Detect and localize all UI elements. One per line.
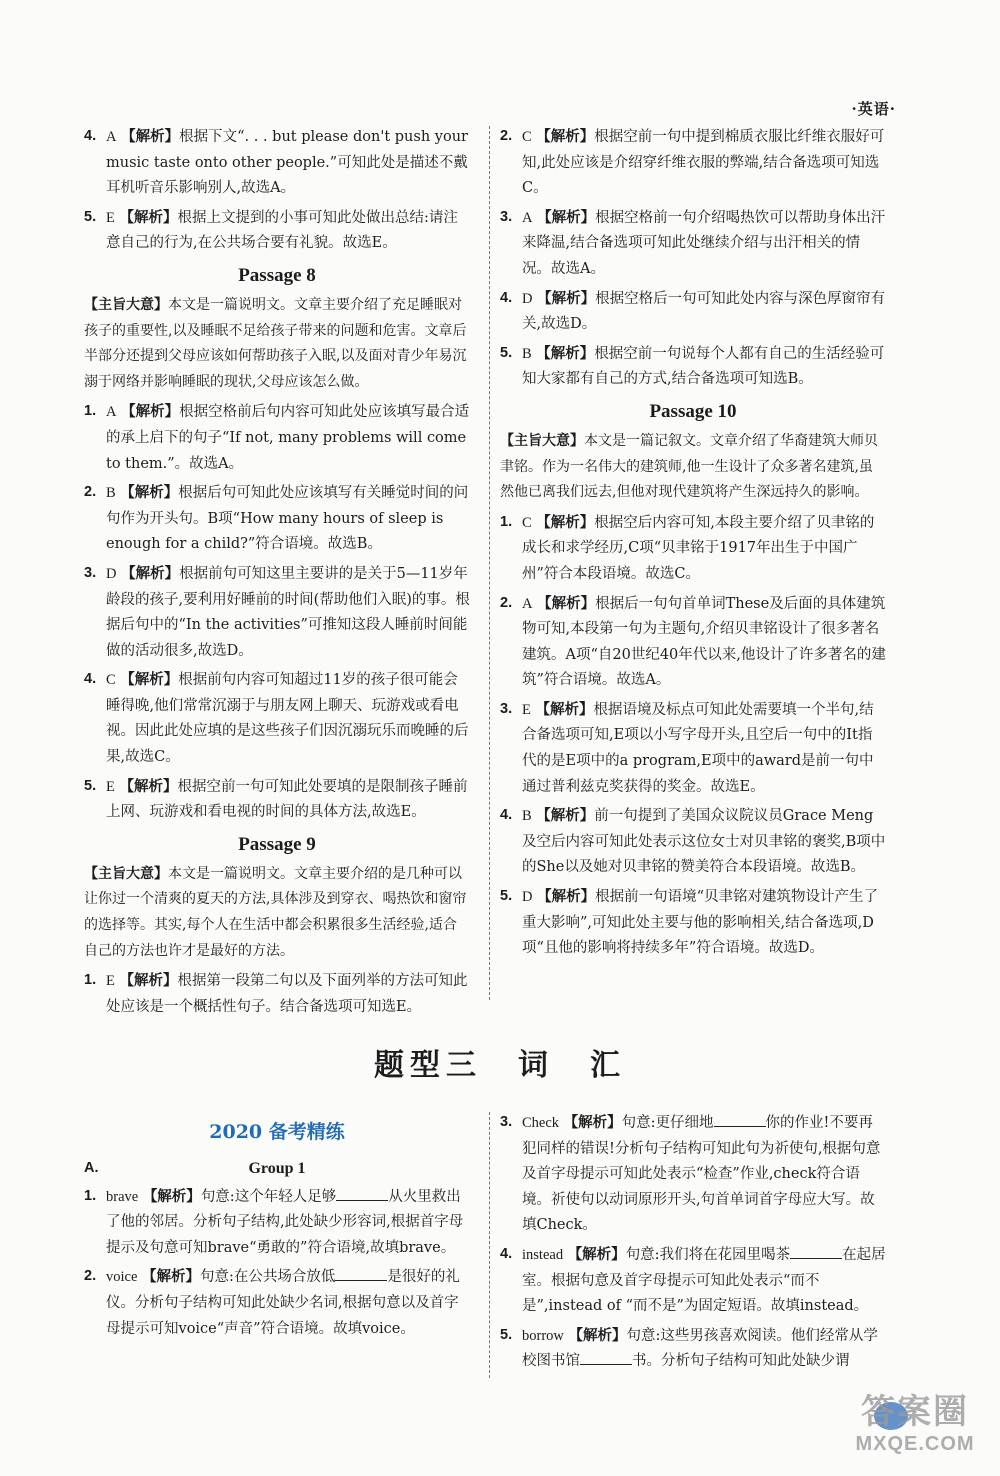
analysis-tag: 【解析】 bbox=[537, 208, 596, 226]
answer-item bbox=[84, 1264, 470, 1342]
practice-title: 2020 备考精练 bbox=[209, 1121, 345, 1143]
analysis-tag: 【解析】 bbox=[536, 807, 595, 825]
analysis-tag: 【解析】 bbox=[537, 888, 596, 906]
fill-blank bbox=[714, 1112, 766, 1127]
item-number: 3. bbox=[84, 564, 97, 581]
fill-blank bbox=[580, 1350, 632, 1365]
sentence-after-blank: 你的作业!不要再犯同样的错误!分析句子结构可知此句为祈使句,根据句意及首字母提示可知此处表示“检查”作业,check符合语境。祈使句以动词原形开头,句首单词首字母应大写。故填Check。 bbox=[522, 1115, 881, 1234]
item-answer: A bbox=[106, 404, 117, 421]
item-number: 3. bbox=[500, 700, 513, 717]
item-answer: D bbox=[106, 565, 117, 582]
passage-10-summary: 【主旨大意】本文是一篇记叙文。文章介绍了华裔建筑大师贝聿铭。作为一名伟大的建筑师,他一生设计了众多著名建筑,虽然他已离我们远去,但他对现代建筑将产生深远持久的影响。 bbox=[500, 432, 878, 501]
analysis-tag: 【解析】 bbox=[121, 128, 180, 145]
answer-item bbox=[500, 1110, 886, 1239]
answer-item bbox=[84, 480, 470, 558]
item-answer: C bbox=[522, 129, 532, 145]
sentence-after-blank: 书。分析句子结构可知此处缺少谓 bbox=[632, 1353, 850, 1370]
sentence-before-blank: 句意:这个年轻人足够 bbox=[200, 1188, 337, 1205]
passage-8-title: Passage 8 bbox=[238, 264, 316, 286]
group-label: Group 1 bbox=[248, 1159, 306, 1177]
answer-item bbox=[500, 341, 886, 393]
item-answer: E bbox=[522, 701, 531, 718]
fill-blank bbox=[336, 1186, 388, 1201]
analysis-tag: 【解析】 bbox=[142, 1187, 201, 1205]
item-answer: A bbox=[106, 129, 117, 145]
analysis-tag: 【解析】 bbox=[537, 289, 596, 307]
item-answer: voice bbox=[106, 1269, 138, 1286]
item-answer: C bbox=[522, 514, 532, 531]
item-answer: C bbox=[106, 672, 116, 689]
item-answer: A bbox=[522, 595, 533, 612]
analysis-tag: 【解析】 bbox=[536, 128, 595, 145]
item-number: 3. bbox=[500, 1114, 513, 1130]
answer-item bbox=[84, 124, 470, 202]
analysis-tag: 【解析】 bbox=[535, 700, 594, 718]
item-number: 5. bbox=[500, 344, 513, 361]
left-column-bottom bbox=[84, 1114, 470, 1345]
item-explanation: 前一句提到了美国众议院议员Grace Meng及空后内容可知此处表示这位女士对贝聿铭的褒奖,B项中的She以及她对贝聿铭的赞美符合本段语境。故选B。 bbox=[522, 808, 886, 876]
analysis-tag: 【解析】 bbox=[536, 344, 595, 362]
analysis-tag: 【解析】 bbox=[537, 594, 596, 612]
item-explanation: 根据空后内容可知,本段主要介绍了贝聿铭的成长和求学经历,C项“贝聿铭于1917年出生于中国广州”符合本段语境。故选C。 bbox=[522, 514, 875, 582]
sentence-after-blank: 在起居室。根据句意及首字母提示可知此处表示“而不是”,instead of “而不是”为固定短语。故填instead。 bbox=[522, 1246, 886, 1315]
left-column-top bbox=[84, 124, 470, 1023]
analysis-tag: 【解析】 bbox=[121, 564, 180, 582]
item-number: 4. bbox=[84, 128, 97, 144]
item-explanation: 根据空格前一句介绍喝热饮可以帮助身体出汗来降温,结合备选项可知此处继续介绍与出汗相关的情况。故选A。 bbox=[522, 209, 886, 277]
analysis-tag: 【解析】 bbox=[142, 1268, 201, 1286]
answer-item bbox=[84, 205, 470, 257]
right-column-top bbox=[500, 124, 886, 965]
analysis-tag: 【解析】 bbox=[119, 972, 178, 990]
answer-item bbox=[500, 510, 886, 588]
item-explanation: 根据第一段第二句以及下面列举的方法可知此处应该是一个概括性句子。结合备选项可知选E。 bbox=[106, 973, 468, 1015]
item-answer: D bbox=[522, 290, 533, 307]
item-number: 3. bbox=[500, 208, 513, 225]
answer-item bbox=[500, 205, 886, 283]
answer-item bbox=[500, 697, 886, 800]
item-answer: B bbox=[106, 485, 116, 502]
sentence-before-blank: 句意:这些男孩喜欢阅读。他们经常从学校图书馆 bbox=[522, 1327, 878, 1370]
analysis-tag: 【解析】 bbox=[120, 484, 179, 502]
item-explanation: 根据空前一句可知此处要填的是限制孩子睡前上网、玩游戏和看电视的时间的具体方法,故选E。 bbox=[106, 778, 468, 821]
item-answer: borrow bbox=[522, 1327, 564, 1344]
item-number: 5. bbox=[500, 888, 513, 905]
item-explanation: 根据上文提到的小事可知此处做出总结:请注意自己的行为,在公共场合要有礼貌。故选E。 bbox=[106, 209, 458, 252]
analysis-tag: 【解析】 bbox=[536, 513, 595, 531]
item-explanation: 根据空格前后句内容可知此处应该填写最合适的承上启下的句子“If not, many problems will come to them.”。故选A。 bbox=[106, 404, 470, 472]
passage-9-title: Passage 9 bbox=[238, 833, 316, 855]
section-title: 题型三 词 汇 bbox=[374, 1048, 626, 1083]
sentence-after-blank: 从火里救出了他的邻居。分析句子结构,此处缺少形容词,根据首字母提示及句意可知brave“勇敢的”符合语境,故填brave。 bbox=[106, 1188, 464, 1256]
item-number: 1. bbox=[84, 1187, 97, 1204]
item-number: 5. bbox=[84, 777, 97, 794]
item-number: 4. bbox=[500, 289, 513, 306]
answer-item bbox=[84, 774, 470, 826]
part-label: A. bbox=[84, 1159, 99, 1176]
item-number: 2. bbox=[84, 484, 97, 501]
subject-header: ·英语· bbox=[851, 100, 896, 118]
answer-item bbox=[84, 1184, 470, 1262]
item-explanation: 根据语境及标点可知此处需要填一个半句,结合备选项可知,E项以小写字母开头,且空后一句中的It指代的是E项中的a program,E项中的award是前一句中通过普利兹克奖获得的奖金。故选E。 bbox=[522, 701, 874, 795]
answer-item bbox=[84, 561, 470, 664]
item-number: 4. bbox=[500, 807, 513, 824]
answer-item bbox=[500, 124, 886, 202]
passage-10-title: Passage 10 bbox=[649, 400, 737, 422]
analysis-tag: 【解析】 bbox=[568, 1326, 627, 1344]
answer-item bbox=[84, 667, 470, 770]
item-number: 4. bbox=[500, 1245, 513, 1262]
item-number: 4. bbox=[84, 671, 97, 688]
item-explanation: 根据后一句句首单词These及后面的具体建筑物可知,本段第一句为主题句,介绍贝聿铭设计了很多著名建筑。A项“自20世纪40年代以来,他设计了许多著名的建筑”符合语境。故选A。 bbox=[522, 595, 886, 689]
item-number: 5. bbox=[500, 1326, 513, 1343]
answer-item bbox=[500, 884, 886, 962]
analysis-tag: 【解析】 bbox=[119, 208, 178, 226]
item-explanation: 根据前句内容可知超过11岁的孩子很可能会睡得晚,他们常常沉溺于与朋友网上聊天、玩游戏或看电视。因此此处应填的是这些孩子们因沉溺玩乐而晚睡的后果,故选C。 bbox=[106, 672, 469, 766]
answer-item bbox=[84, 399, 470, 477]
item-explanation: 根据空前一句中提到棉质衣服比纤维衣服好可知,此处应该是介绍穿纤维衣服的弊端,结合备选项可知选C。 bbox=[522, 129, 885, 197]
column-divider-bottom bbox=[489, 1112, 490, 1378]
item-number: 2. bbox=[500, 128, 513, 144]
item-explanation: 根据空格后一句可知此处内容与深色厚窗帘有关,故选D。 bbox=[522, 290, 886, 333]
item-number: 1. bbox=[84, 972, 97, 989]
item-number: 2. bbox=[84, 1268, 97, 1285]
answer-item bbox=[500, 803, 886, 881]
item-answer: Check bbox=[522, 1115, 560, 1131]
item-answer: A bbox=[522, 209, 533, 226]
watermark-logo: 答案圈 MXQE.COM bbox=[855, 1393, 975, 1455]
item-explanation: 根据前句可知这里主要讲的是关于5—11岁年龄段的孩子,要利用好睡前的时间(帮助他们入眠)的事。根据后句中的“In the activities”可推知这段人睡前时间能做的活动很多,故选D。 bbox=[106, 565, 470, 659]
item-answer: instead bbox=[522, 1246, 564, 1263]
sentence-after-blank: 是很好的礼仪。分析句子结构可知此处缺少名词,根据句意以及首字母提示可知voice“声音”符合语境。故填voice。 bbox=[106, 1269, 460, 1337]
item-number: 1. bbox=[84, 403, 97, 420]
item-number: 2. bbox=[500, 594, 513, 611]
item-answer: B bbox=[522, 345, 532, 362]
item-explanation: 根据下文“. . . but please don't push your music taste onto other people.”可知此处是描述不戴耳机听音乐影响别人,故选A。 bbox=[106, 129, 468, 197]
item-explanation: 根据前一句语境“贝聿铭对建筑物设计产生了重大影响”,可知此处主要与他的影响相关,结合备选项,D项“且他的影响将持续多年”符合语境。故选D。 bbox=[522, 889, 879, 957]
passage-8-summary: 【主旨大意】本文是一篇说明文。文章主要介绍了充足睡眠对孩子的重要性,以及睡眠不足给孩子带来的问题和危害。文章后半部分还提到父母应该如何帮助孩子入眠,以及面对青少年易沉溺于网络并影响睡眠的现状,父母应该怎么做。 bbox=[84, 296, 467, 390]
item-explanation: 根据后句可知此处应该填写有关睡觉时间的问句作为开头句。B项“How many hours of sleep is enough for a child?”符合语境。故选B。 bbox=[106, 485, 469, 553]
sentence-before-blank: 句意:更仔细地 bbox=[621, 1115, 714, 1131]
fill-blank bbox=[790, 1244, 842, 1259]
item-answer: E bbox=[106, 973, 115, 990]
item-answer: D bbox=[522, 889, 533, 906]
right-column-bottom bbox=[500, 1110, 886, 1378]
answer-item bbox=[500, 1323, 886, 1375]
analysis-tag: 【解析】 bbox=[119, 777, 178, 795]
answer-item bbox=[500, 591, 886, 694]
analysis-tag: 【解析】 bbox=[120, 671, 179, 689]
item-answer: E bbox=[106, 778, 115, 795]
item-number: 1. bbox=[500, 513, 513, 530]
item-answer: brave bbox=[106, 1188, 139, 1205]
item-answer: E bbox=[106, 209, 115, 226]
item-answer: B bbox=[522, 808, 532, 825]
analysis-tag: 【解析】 bbox=[563, 1114, 622, 1131]
item-explanation: 根据空前一句说每个人都有自己的生活经验可知大家都有自己的方式,结合备选项可知选B。 bbox=[522, 345, 885, 388]
passage-9-summary: 【主旨大意】本文是一篇说明文。文章主要介绍的是几种可以让你过一个清爽的夏天的方法,具体涉及到穿衣、喝热饮和窗帘的选择等。其实,每个人在生活中都会积累很多生活经验,适合自己的方法也许才是最好的方法。 bbox=[84, 865, 467, 959]
group-heading bbox=[84, 1156, 470, 1182]
answer-item bbox=[500, 286, 886, 338]
fill-blank bbox=[335, 1266, 387, 1281]
sentence-before-blank: 句意:我们将在花园里喝茶 bbox=[625, 1246, 791, 1263]
answer-item bbox=[500, 1242, 886, 1320]
analysis-tag: 【解析】 bbox=[567, 1245, 626, 1263]
sentence-before-blank: 句意:在公共场合放低 bbox=[200, 1269, 336, 1286]
answer-item bbox=[84, 968, 470, 1020]
analysis-tag: 【解析】 bbox=[121, 403, 180, 421]
column-divider-top bbox=[489, 126, 490, 1000]
item-number: 5. bbox=[84, 208, 97, 225]
